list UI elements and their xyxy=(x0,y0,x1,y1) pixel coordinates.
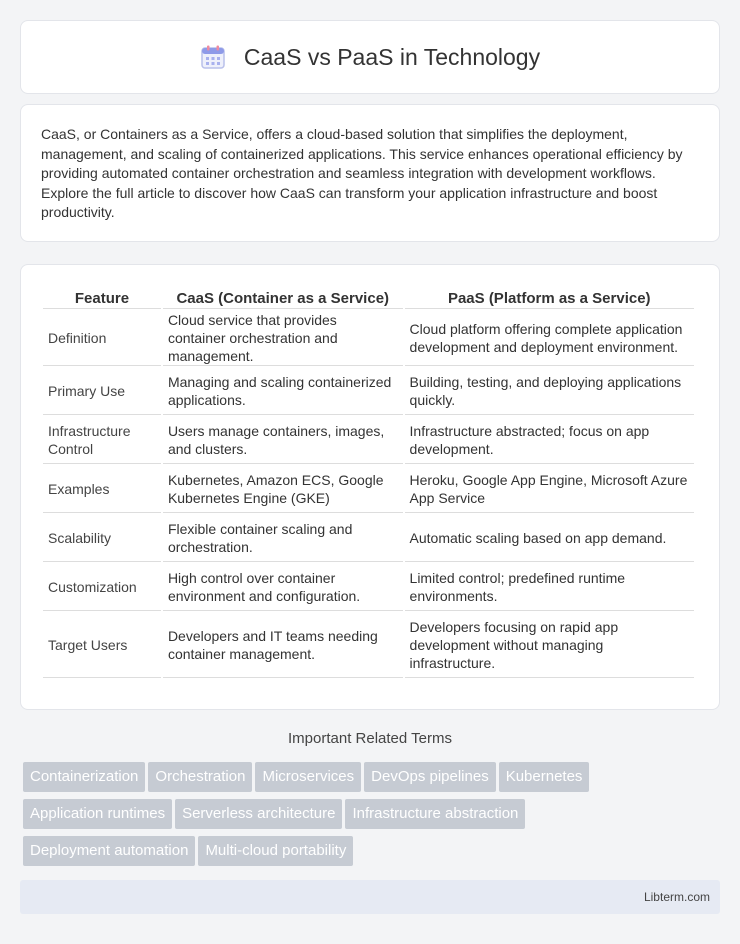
feature-cell: Infrastructure Control xyxy=(43,417,161,464)
tag-kubernetes[interactable]: Kubernetes xyxy=(499,762,590,792)
table-row xyxy=(43,515,694,562)
caas-cell: Kubernetes, Amazon ECS, Google Kubernetes Engine (GKE) xyxy=(163,466,403,513)
paas-cell: Heroku, Google App Engine, Microsoft Azure App Service xyxy=(405,466,694,513)
table-row xyxy=(43,613,694,678)
feature-cell: Target Users xyxy=(43,613,161,678)
caas-cell: Developers and IT teams needing container management. xyxy=(163,613,403,678)
paas-cell: Developers focusing on rapid app development without managing infrastructure. xyxy=(405,613,694,678)
paas-cell: Building, testing, and deploying applications quickly. xyxy=(405,368,694,415)
feature-cell: Scalability xyxy=(43,515,161,562)
paas-cell: Limited control; predefined runtime environments. xyxy=(405,564,694,611)
title-card xyxy=(20,20,720,94)
tag-devops-pipelines[interactable]: DevOps pipelines xyxy=(364,762,496,792)
paas-cell: Automatic scaling based on app demand. xyxy=(405,515,694,562)
related-terms-title: Important Related Terms xyxy=(288,730,452,747)
comparison-table xyxy=(41,285,696,680)
caas-cell: Flexible container scaling and orchestration. xyxy=(163,515,403,562)
intro-text: CaaS, or Containers as a Service, offers a cloud-based solution that simplifies the deployment, management, and scaling of containerized applications. This service enhances operational efficiency by providing automated container orchestration and seamless integration with development workflows. Explore the full article to discover how CaaS can transform your application infrastructure and boost productivity. xyxy=(41,126,683,221)
caas-cell: Users manage containers, images, and clusters. xyxy=(163,417,403,464)
table-row xyxy=(43,368,694,415)
feature-cell: Customization xyxy=(43,564,161,611)
comparison-table-card xyxy=(20,264,720,710)
page-title: CaaS vs PaaS in Technology xyxy=(243,43,541,70)
tag-orchestration[interactable]: Orchestration xyxy=(148,762,252,792)
caas-cell: High control over container environment and configuration. xyxy=(163,564,403,611)
feature-cell: Definition xyxy=(43,311,161,366)
footer xyxy=(20,880,720,914)
header-caas: CaaS (Container as a Service) xyxy=(163,287,403,309)
intro-card xyxy=(20,104,720,242)
tag-serverless-architecture[interactable]: Serverless architecture xyxy=(175,799,342,829)
tag-deployment-automation[interactable]: Deployment automation xyxy=(23,836,195,866)
related-terms-list xyxy=(23,762,723,873)
tag-microservices[interactable]: Microservices xyxy=(255,762,361,792)
feature-cell: Primary Use xyxy=(43,368,161,415)
paas-cell: Cloud platform offering complete application development and deployment environment. xyxy=(405,311,694,366)
tag-infrastructure-abstraction[interactable]: Infrastructure abstraction xyxy=(345,799,525,829)
tag-multi-cloud-portability[interactable]: Multi-cloud portability xyxy=(198,836,353,866)
paas-cell: Infrastructure abstracted; focus on app development. xyxy=(405,417,694,464)
table-row xyxy=(43,311,694,366)
table-row xyxy=(43,417,694,464)
header-paas: PaaS (Platform as a Service) xyxy=(405,287,694,309)
table-row xyxy=(43,466,694,513)
tag-containerization[interactable]: Containerization xyxy=(23,762,145,792)
caas-cell: Managing and scaling containerized applications. xyxy=(163,368,403,415)
header-feature: Feature xyxy=(43,287,161,309)
feature-cell: Examples xyxy=(43,466,161,513)
calendar-icon xyxy=(200,44,226,70)
caas-cell: Cloud service that provides container orchestration and management. xyxy=(163,311,403,366)
tag-application-runtimes[interactable]: Application runtimes xyxy=(23,799,172,829)
table-header-row xyxy=(43,287,694,309)
footer-site-link[interactable]: Libterm.com xyxy=(643,890,710,904)
table-row xyxy=(43,564,694,611)
